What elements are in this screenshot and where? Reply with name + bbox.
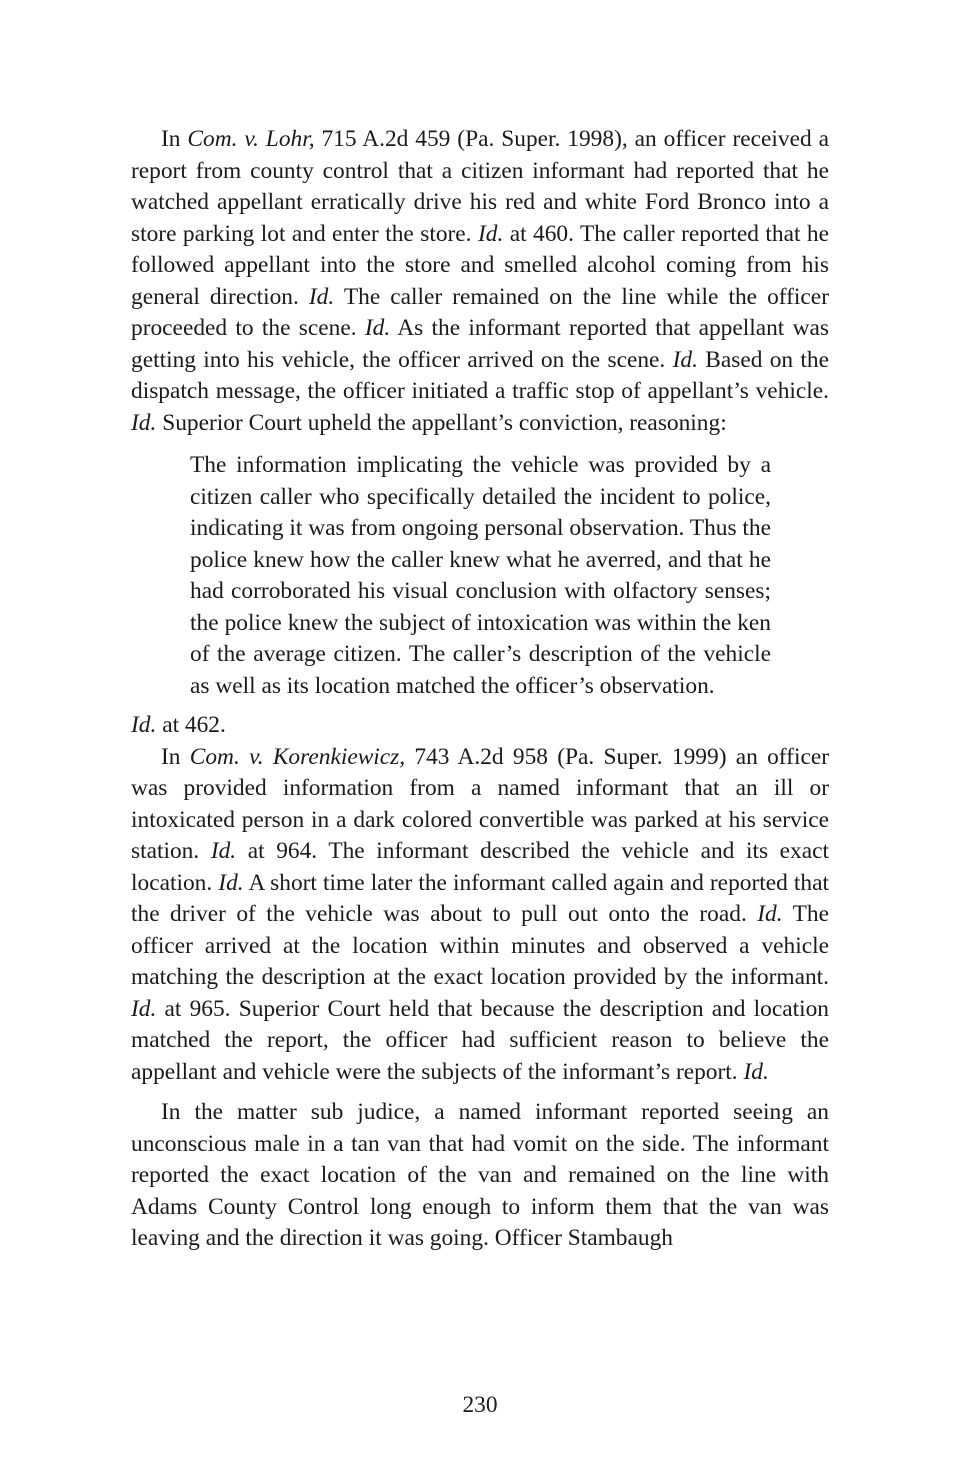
- italic-citation: Com. v. Lohr,: [187, 126, 315, 152]
- text-run: In the matter sub judice, a named informant reported seeing an unconscious male in a tan van that had vomit on the side. The informant reported the exact location of the van and remained on the line with Adams County Control long enough to inform them that the van was leaving and the direction it was going. Officer Stambaugh: [131, 1099, 829, 1251]
- italic-citation: Id.: [131, 409, 157, 436]
- text-run: at 965. Superior Court held that because the description and location matched the report, the officer had sufficient reason to believe the appellant and vehicle were the subjects of the informant’s report.: [131, 995, 829, 1085]
- italic-citation: Id.: [757, 901, 783, 927]
- text-run: As the informant reported that appellant was getting into his vehicle, the officer arrived on the scene.: [131, 315, 829, 373]
- italic-citation: Id.: [364, 315, 391, 341]
- text-run: Superior Court upheld the appellant’s conviction, reasoning:: [156, 409, 727, 436]
- paragraph-sub-judice: [131, 1097, 829, 1255]
- text-run: In: [161, 126, 188, 152]
- text-run: A short time later the informant called again and reported that the driver of the vehicle was about to pull out onto the road.: [131, 869, 829, 927]
- italic-citation: Id.: [672, 346, 698, 373]
- text-run: 715 A.2d 459 (Pa. Super. 1998), an officer received a report from county control that a citizen informant had reported that he watched appellant erratically drive his red and white Ford Bronco into a store parking lot and enter the store.: [131, 126, 829, 247]
- paragraph-korenkiewicz: [131, 742, 829, 1089]
- italic-citation: Id.: [131, 712, 157, 738]
- italic-citation: Id.: [308, 283, 335, 310]
- text-run: at 964. The informant described the vehicle and its exact location.: [131, 838, 829, 896]
- italic-citation: Id.: [210, 838, 237, 864]
- italic-citation: Com. v. Korenkiewicz,: [189, 743, 406, 770]
- italic-citation: Id.: [477, 220, 504, 247]
- text-run: at 462.: [156, 712, 226, 738]
- paragraph-lohr: [131, 124, 829, 439]
- italic-citation: Id.: [218, 869, 244, 896]
- italic-citation: Id.: [743, 1058, 769, 1085]
- block-quote: [190, 450, 771, 702]
- text-run: In: [161, 743, 190, 770]
- text-run: The officer arrived at the location within minutes and observed a vehicle matching the description at the exact location provided by the informant.: [131, 901, 829, 990]
- page-number: 230: [462, 1392, 498, 1418]
- text-run: The caller remained on the line while the officer proceeded to the scene.: [131, 283, 829, 341]
- text-run: at 460. The caller reported that he followed appellant into the store and smelled alcohol coming from his general direction.: [131, 220, 829, 310]
- italic-citation: Id.: [131, 995, 157, 1022]
- text-run: Based on the dispatch message, the officer initiated a traffic stop of appellant’s vehicle.: [131, 346, 829, 404]
- text-run: 743 A.2d 958 (Pa. Super. 1999) an officer was provided information from a named informant that an ill or intoxicated person in a dark colored convertible was parked at his service station.: [131, 743, 830, 864]
- quote-citation: [131, 710, 829, 742]
- page-body: [131, 124, 829, 1255]
- text-run: The information implicating the vehicle was provided by a citizen caller who specifically detailed the incident to police, indicating it was from ongoing personal observation. Thus the police knew how the caller knew what he averred, and that he had corroborated his visual conclusion with olfactory senses; the police knew the subject of intoxication was within the ken of the average citizen. The caller’s description of the vehicle as well as its location matched the officer’s observation.: [190, 452, 771, 699]
